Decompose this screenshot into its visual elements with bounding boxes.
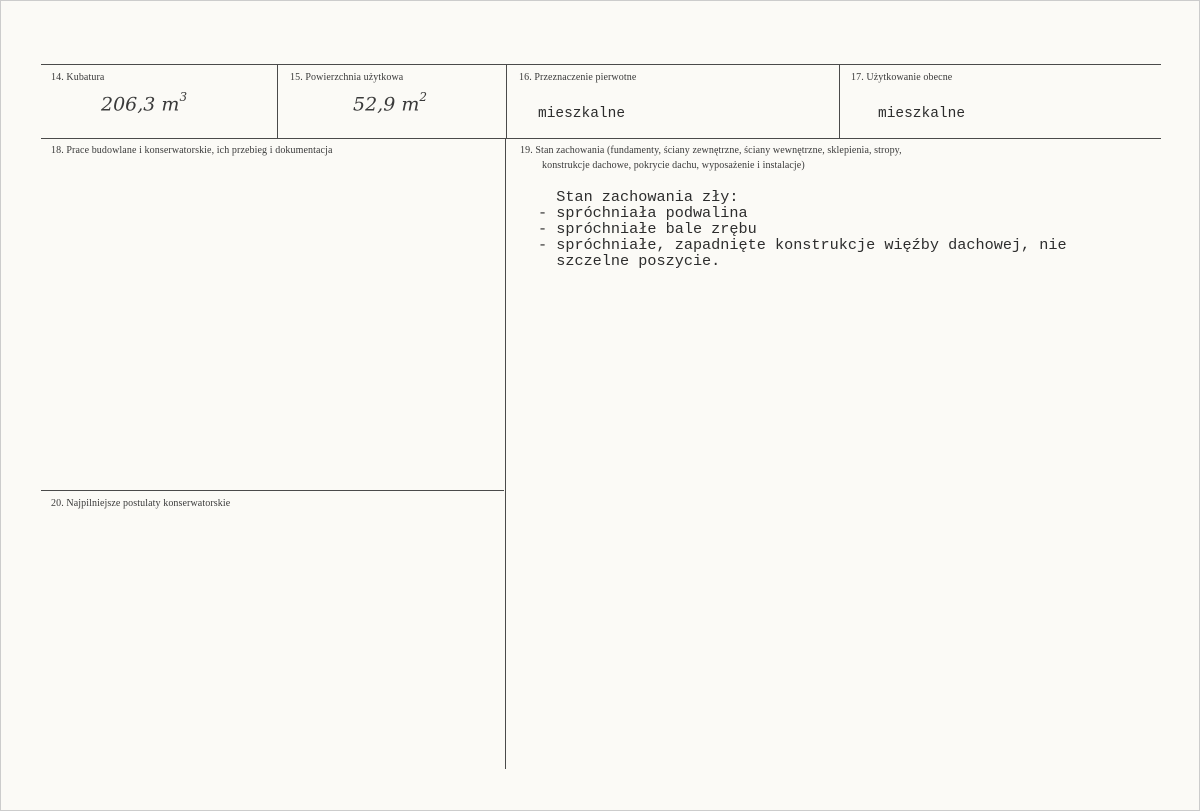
field-20-label: 20. Najpilniejsze postulaty konserwatorskie — [51, 498, 231, 509]
field-19-text-line: Stan zachowania zły: — [538, 188, 739, 206]
field-19-text-line: - spróchniałe bale zrębu — [538, 220, 757, 238]
field-16-value: mieszkalne — [538, 106, 626, 122]
field-19-text-line: - spróchniała podwalina — [538, 204, 748, 222]
field-19-text-line: - spróchniałe, zapadnięte konstrukcje więźby dachowej, nie — [538, 236, 1067, 254]
row1-sep-2 — [506, 65, 507, 138]
field-15-value — [353, 92, 427, 115]
row1-sep-1 — [277, 65, 278, 138]
section-18-20-divider — [41, 490, 504, 491]
row1-sep-3 — [839, 65, 840, 138]
field-18-label: 18. Prace budowlane i konserwatorskie, ich przebieg i dokumentacja — [51, 145, 333, 156]
top-rule — [41, 64, 1161, 65]
field-17-label: 17. Użytkowanie obecne — [851, 72, 953, 83]
field-14-value-text: 206,3 m — [101, 93, 180, 116]
field-14-label: 14. Kubatura — [51, 72, 105, 83]
field-15-label: 15. Powierzchnia użytkowa — [290, 72, 404, 83]
field-14-value — [101, 92, 187, 115]
field-19-text — [538, 189, 1067, 269]
field-15-value-text: 52,9 m — [353, 93, 420, 116]
field-14-unit-exponent: 3 — [179, 90, 188, 104]
field-19-label-line-2: konstrukcje dachowe, pokrycie dachu, wyposażenie i instalacje) — [542, 160, 805, 171]
field-15-unit-exponent: 2 — [419, 90, 428, 104]
field-16-label: 16. Przeznaczenie pierwotne — [519, 72, 637, 83]
main-column-divider — [505, 138, 506, 769]
field-17-value: mieszkalne — [878, 106, 966, 122]
row1-bottom-rule — [41, 138, 1161, 139]
field-19-text-line: szczelne poszycie. — [538, 252, 721, 270]
field-19-label-line-1: 19. Stan zachowania (fundamenty, ściany zewnętrzne, ściany wewnętrzne, sklepienia, stropy, — [520, 145, 902, 156]
